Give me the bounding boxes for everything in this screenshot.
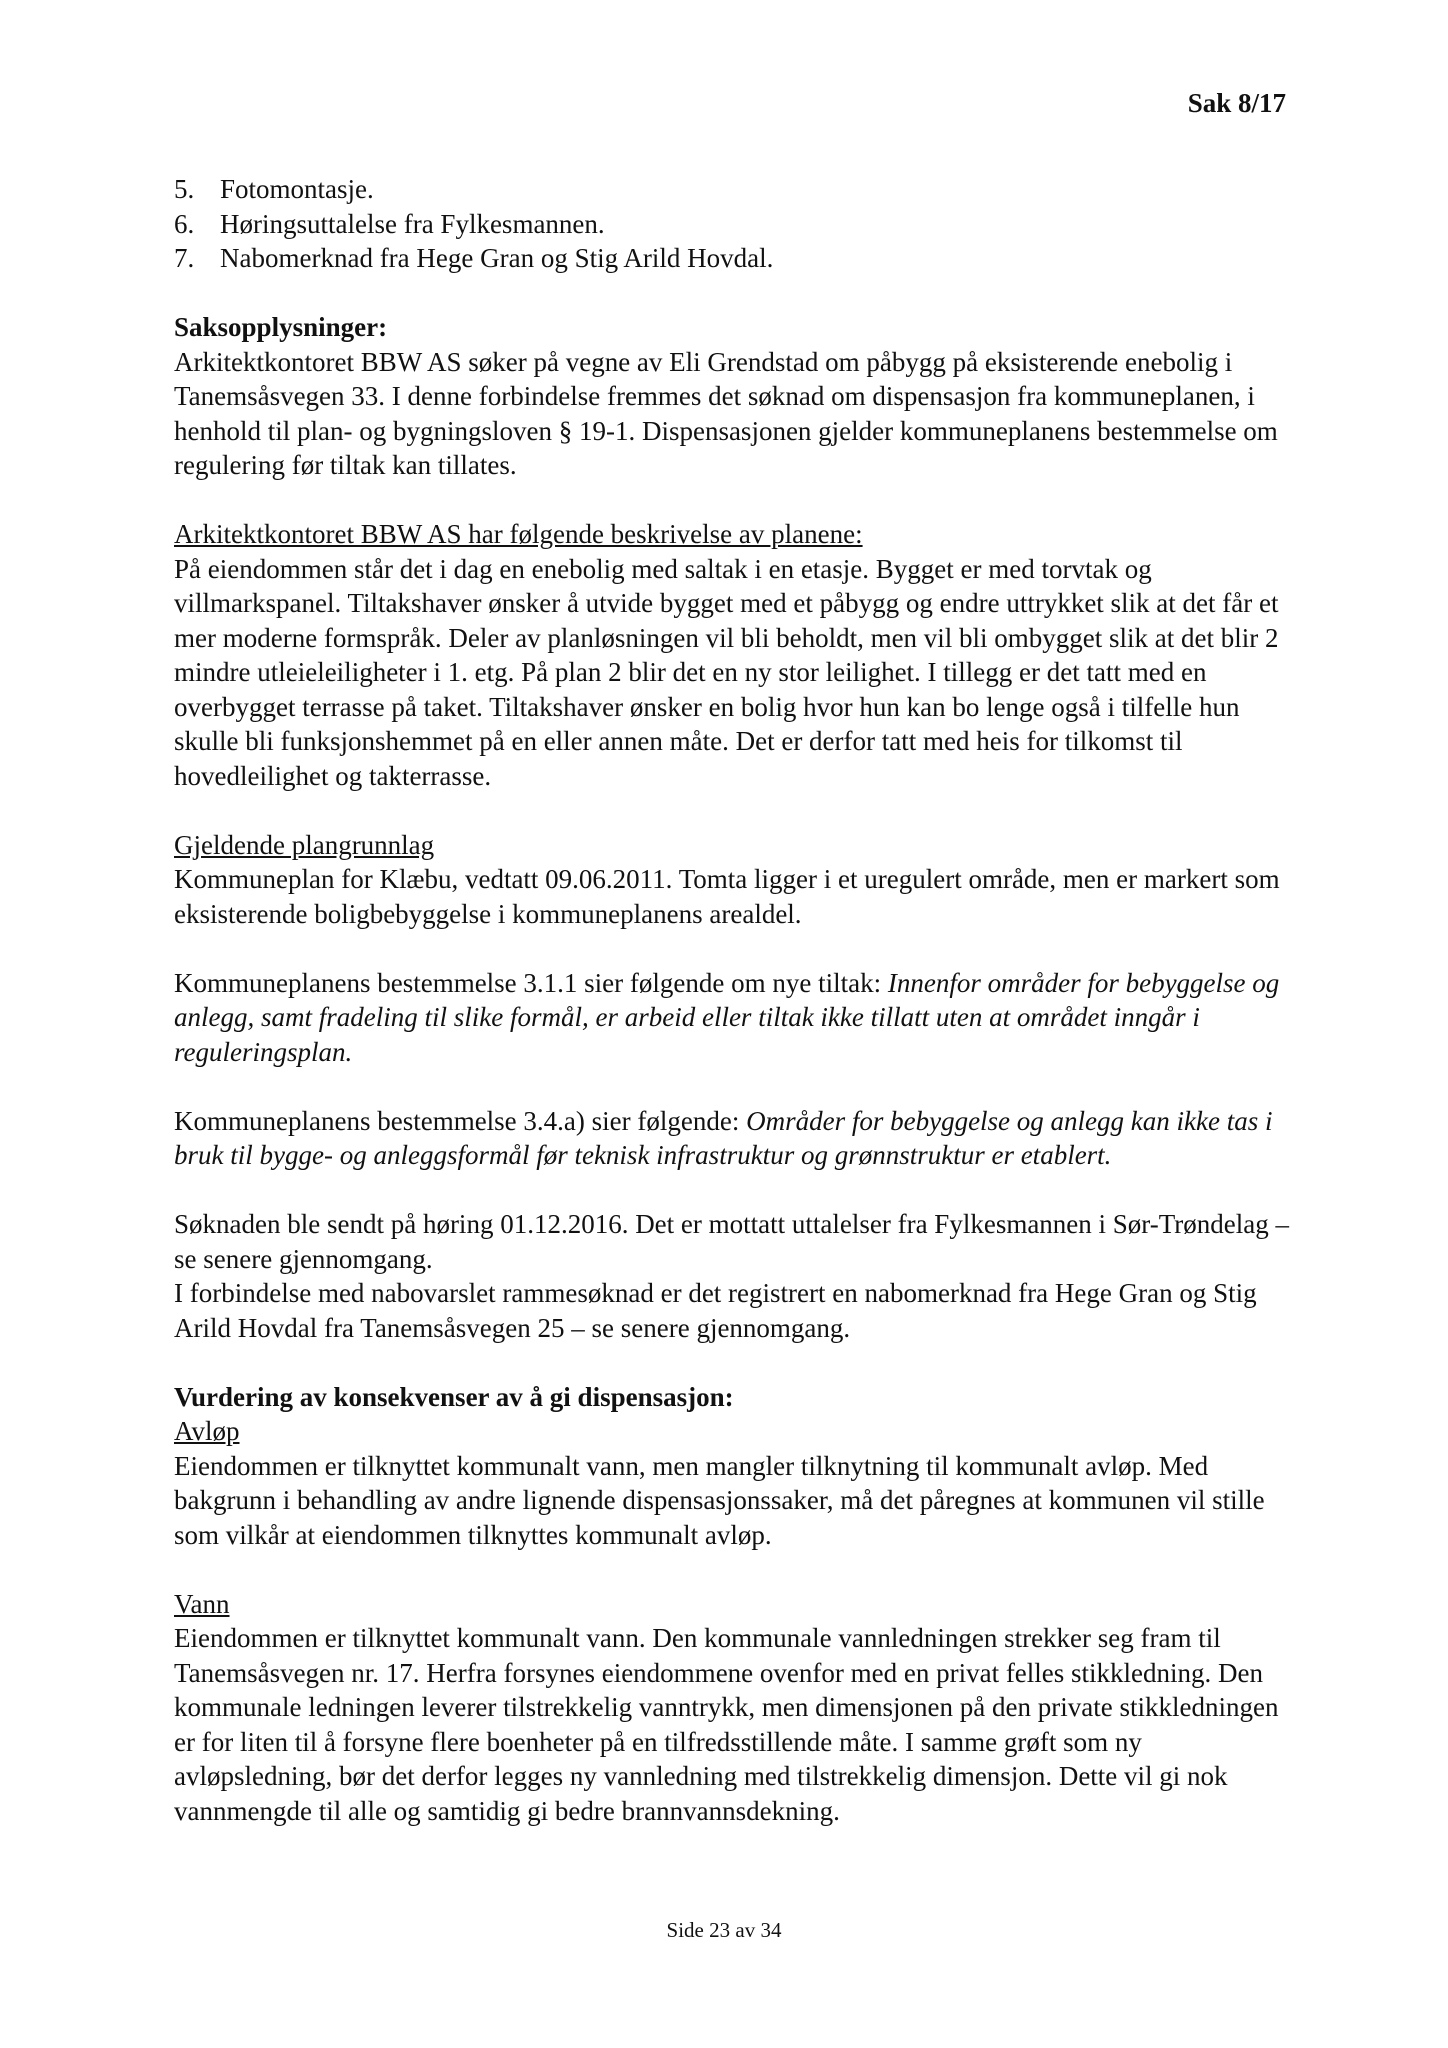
attachment-list — [174, 172, 1292, 276]
plangrunnlag-heading: Gjeldende plangrunnlag — [174, 829, 435, 860]
vann-paragraph: Eiendommen er tilknyttet kommunalt vann. Den kommunale vannledningen strekker seg fram til Tanemsåsvegen nr. 17. Herfra forsynes eiendommene ovenfor med en privat felles stikkledning. Den kommunale ledningen leverer tilstrekkelig vanntrykk, men dimensjonen på den private stikkledningen er for liten til å forsyne flere boenheter på en tilfredsstillende måte. I samme grøft som ny avløpsledning, bør det derfor legges ny vannledning med tilstrekkelig dimensjon. Dette vil gi nok vannmengde til alle og samtidig gi bedre brannvannsdekning. — [174, 1623, 1279, 1826]
architect-description-heading: Arkitektkontoret BBW AS har følgende beskrivelse av planene: — [174, 519, 863, 549]
bestemmelse-311-paragraph — [174, 966, 1292, 1070]
bestemmelse-34a-paragraph — [174, 1104, 1292, 1173]
list-item-number: 7. — [174, 243, 195, 273]
list-item-text: Nabomerknad fra Hege Gran og Stig Arild Hovdal. — [220, 243, 774, 273]
list-item — [174, 207, 1292, 242]
bestemmelse-311-quote: Innenfor områder for bebyggelse og anlegg, samt fradeling til slike formål, er arbeid eller tiltak ikke tillatt uten at området inngår i reguleringsplan. — [174, 967, 1280, 1067]
plangrunnlag-paragraph: Kommuneplan for Klæbu, vedtatt 09.06.2011. Tomta ligger i et uregulert område, men er markert som eksisterende boligbebyggelse i kommuneplanens arealdel. — [174, 864, 1280, 929]
list-item — [174, 241, 1292, 276]
architect-description-paragraph: På eiendommen står det i dag en enebolig med saltak i en etasje. Bygget er med torvtak og villmarkspanel. Tiltakshaver ønsker å utvide bygget med et påbygg og endre uttrykket slik at det får et mer moderne formspråk. Deler av planløsningen vil bli beholdt, men vil bli ombygget slik at det blir 2 mindre utleieleiligheter i 1. etg. På plan 2 blir det en ny stor leilighet. I tillegg er det tatt med en overbygget terrasse på taket. Tiltakshaver ønsker en bolig hvor hun kan bo lenge også i tilfelle hun skulle bli funksjonshemmet på en eller annen måte. Det er derfor tatt med heis for tilkomst til hovedleilighet og takterrasse. — [174, 553, 1279, 791]
page-number: Side 23 av 34 — [666, 1918, 782, 1942]
list-item — [174, 172, 1292, 207]
saksopplysninger-paragraph: Arkitektkontoret BBW AS søker på vegne av Eli Grendstad om påbygg på eksisterende enebolig i Tanemsåsvegen 33. I denne forbindelse fremmes det søknad om dispensasjon fra kommuneplanen, i henhold til plan- og bygningsloven § 19-1. Dispensasjonen gjelder kommuneplanens bestemmelse om regulering før tiltak kan tillates. — [174, 346, 1278, 480]
nabomerknad-paragraph: I forbindelse med nabovarslet rammesøknad er det registrert en nabomerknad fra Hege Gran og Stig Arild Hovdal fra Tanemsåsvegen 25 – se senere gjennomgang. — [174, 1278, 1257, 1343]
avlop-paragraph: Eiendommen er tilknyttet kommunalt vann, men mangler tilknytning til kommunalt avløp. Med bakgrunn i behandling av andre lignende dispensasjonssaker, må det påregnes at kommunen vil stille som vilkår at eiendommen tilknyttes kommunalt avløp. — [174, 1450, 1265, 1550]
case-reference: Sak 8/17 — [1187, 88, 1286, 118]
list-item-number: 5. — [174, 174, 195, 204]
bestemmelse-34a-quote: Områder for bebyggelse og anlegg kan ikke tas i bruk til bygge- og anleggsformål før teknisk infrastruktur og grønnstruktur er etablert. — [174, 1105, 1273, 1170]
bestemmelse-34a-intro: Kommuneplanens bestemmelse 3.4.a) sier følgende: — [174, 1105, 747, 1136]
horing-paragraph: Søknaden ble sendt på høring 01.12.2016. Det er mottatt uttalelser fra Fylkesmannen i Sør-Trøndelag – se senere gjennomgang. — [174, 1209, 1290, 1274]
list-item-number: 6. — [174, 208, 195, 239]
saksopplysninger-heading: Saksopplysninger: — [174, 312, 388, 342]
avlop-heading: Avløp — [174, 1416, 240, 1446]
vann-heading: Vann — [174, 1588, 230, 1619]
list-item-text: Fotomontasje. — [220, 174, 374, 204]
bestemmelse-311-intro: Kommuneplanens bestemmelse 3.1.1 sier følgende om nye tiltak: — [174, 967, 888, 998]
vurdering-heading: Vurdering av konsekvenser av å gi dispensasjon: — [174, 1381, 734, 1412]
document-body — [174, 172, 1292, 1828]
list-item-text: Høringsuttalelse fra Fylkesmannen. — [220, 208, 605, 239]
